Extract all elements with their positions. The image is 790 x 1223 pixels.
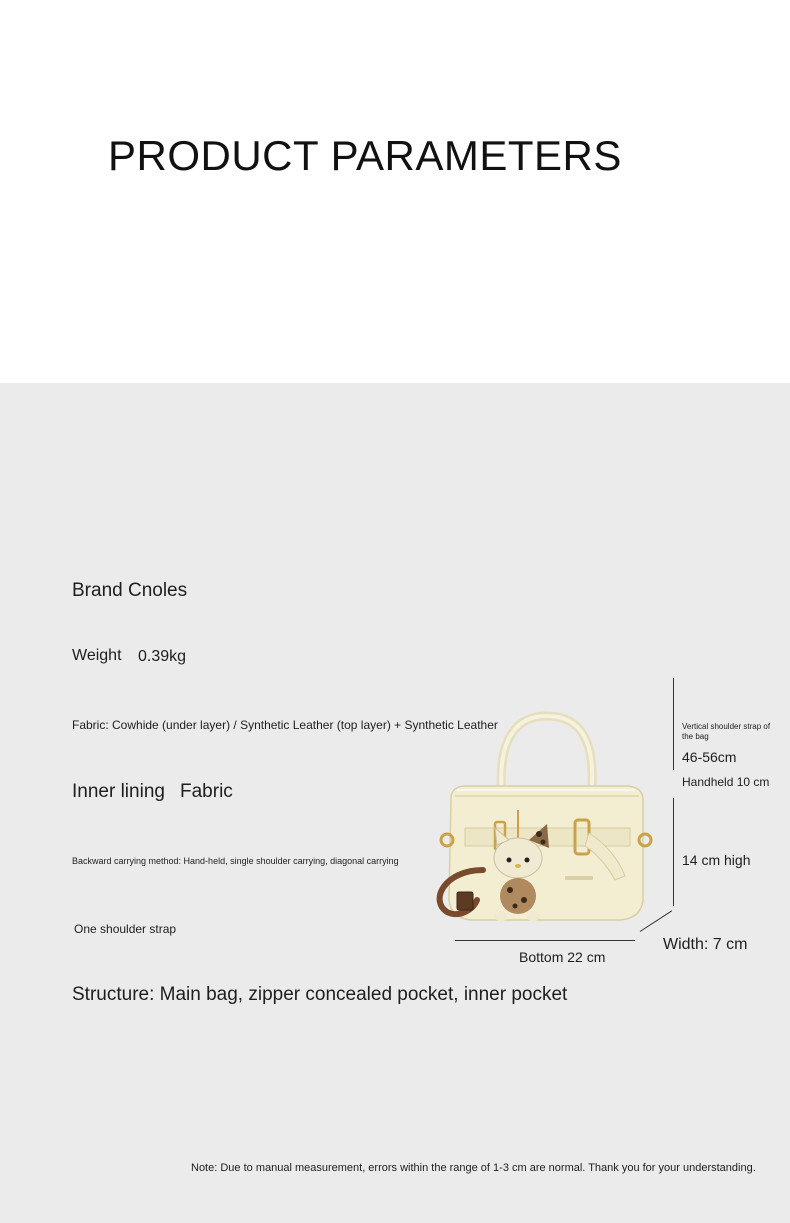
height-measure-line [673, 798, 674, 906]
height-value: 14 cm high [682, 852, 751, 868]
lining-label: Inner lining [72, 781, 165, 802]
structure-text: Structure: Main bag, zipper concealed pocket, inner pocket [72, 984, 568, 1005]
weight-value: 0.39kg [138, 648, 187, 665]
handbag-image [425, 700, 665, 935]
spec-panel [0, 383, 790, 1223]
width-value: Width: 7 cm [663, 936, 748, 953]
strap-caption: Vertical shoulder strap of the bag [682, 722, 771, 741]
fabric-text: Fabric: Cowhide (under layer) / Synthetic Leather (top layer) + Synthetic Leather [72, 718, 498, 732]
brand-text: Brand Cnoles [72, 580, 188, 601]
page-title: PRODUCT PARAMETERS [108, 132, 622, 179]
lining-value: Fabric [180, 781, 233, 802]
carrying-text: Backward carrying method: Hand-held, single shoulder carrying, diagonal carrying [72, 856, 399, 866]
strap-text: One shoulder strap [74, 922, 177, 936]
handheld-length: Handheld 10 cm [682, 775, 770, 789]
footer-note: Note: Due to manual measurement, errors within the range of 1-3 cm are normal. Thank you for your understanding. [191, 1162, 756, 1174]
strap-length: 46-56cm [682, 749, 737, 765]
bottom-value: Bottom 22 cm [519, 949, 606, 965]
bottom-measure-line [455, 940, 635, 941]
header-section [0, 0, 790, 383]
strap-measure-line [673, 678, 674, 770]
weight-label: Weight [72, 647, 122, 664]
